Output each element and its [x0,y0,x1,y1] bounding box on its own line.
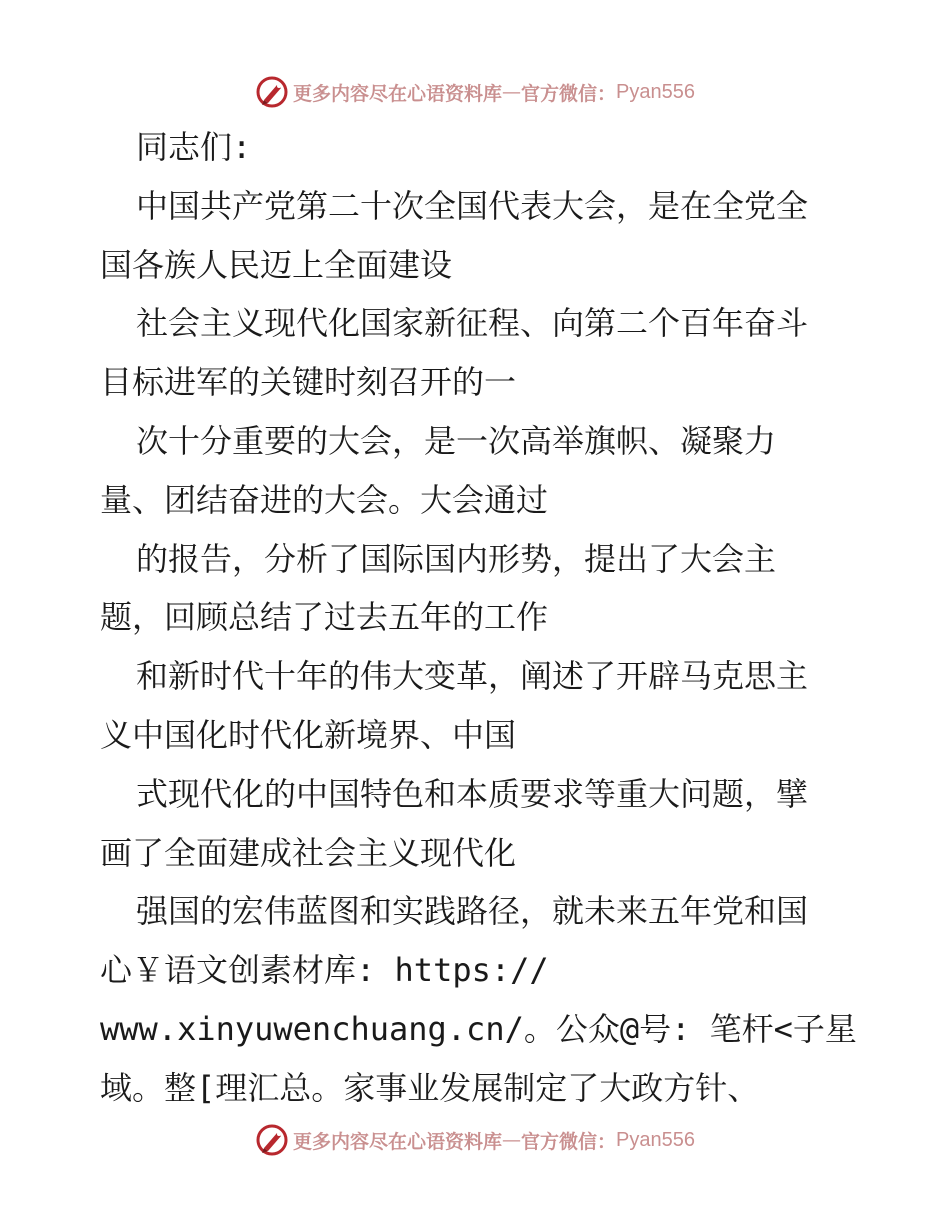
document-body [100,118,860,1118]
text-line: 画了全面建成社会主义现代化 [100,833,517,872]
text-line: 目标进军的关键时刻召开的一 [100,363,517,402]
text-line: 次十分重要的大会，是一次高举旗帜、凝聚力 [136,421,777,460]
text-line: 国各族人民迈上全面建设 [100,245,453,284]
text-line: 强国的宏伟蓝图和实践路径，就未来五年党和国 [136,892,809,931]
text-line: 社会主义现代化国家新征程、向第二个百年奋斗 [136,304,809,343]
footer-watermark [0,1120,950,1160]
pen-logo-icon [255,75,289,109]
banner-separator: — [502,81,522,103]
text-line: 的报告，分析了国际国内形势，提出了大会主 [136,539,777,578]
banner-separator: — [502,1129,522,1151]
text-line: 式现代化的中国特色和本质要求等重大问题，擘 [136,774,809,813]
pen-logo-icon [255,1123,289,1157]
banner-main-text: 更多内容尽在心语资料库 [293,82,503,105]
banner-contact-id: Pyan556 [616,80,695,103]
text-line: 量、团结奋进的大会。大会通过 [100,480,549,519]
text-line: 同志们: [136,128,252,166]
banner-contact-id: Pyan556 [616,1128,695,1151]
text-line: 义中国化时代化新境界、中国 [100,715,517,754]
text-line: 和新时代十年的伟大变革，阐述了开辟马克思主 [136,657,809,696]
banner-contact-label: 官方微信： [521,1130,617,1153]
text-line: 题，回顾总结了过去五年的工作 [100,598,549,637]
text-line: 域。整[理汇总。家事业发展制定了大政方针、 [100,1068,760,1107]
text-line: 中国共产党第二十次全国代表大会，是在全党全 [136,186,809,225]
banner-contact-label: 官方微信： [521,82,617,105]
banner-main-text: 更多内容尽在心语资料库 [293,1130,503,1153]
header-watermark [0,72,950,112]
text-line: www.xinyuwenchuang.cn/。公众@号: 笔杆<子星 [100,1009,857,1048]
text-line: 心￥语文创素材库: https:// [100,951,549,990]
